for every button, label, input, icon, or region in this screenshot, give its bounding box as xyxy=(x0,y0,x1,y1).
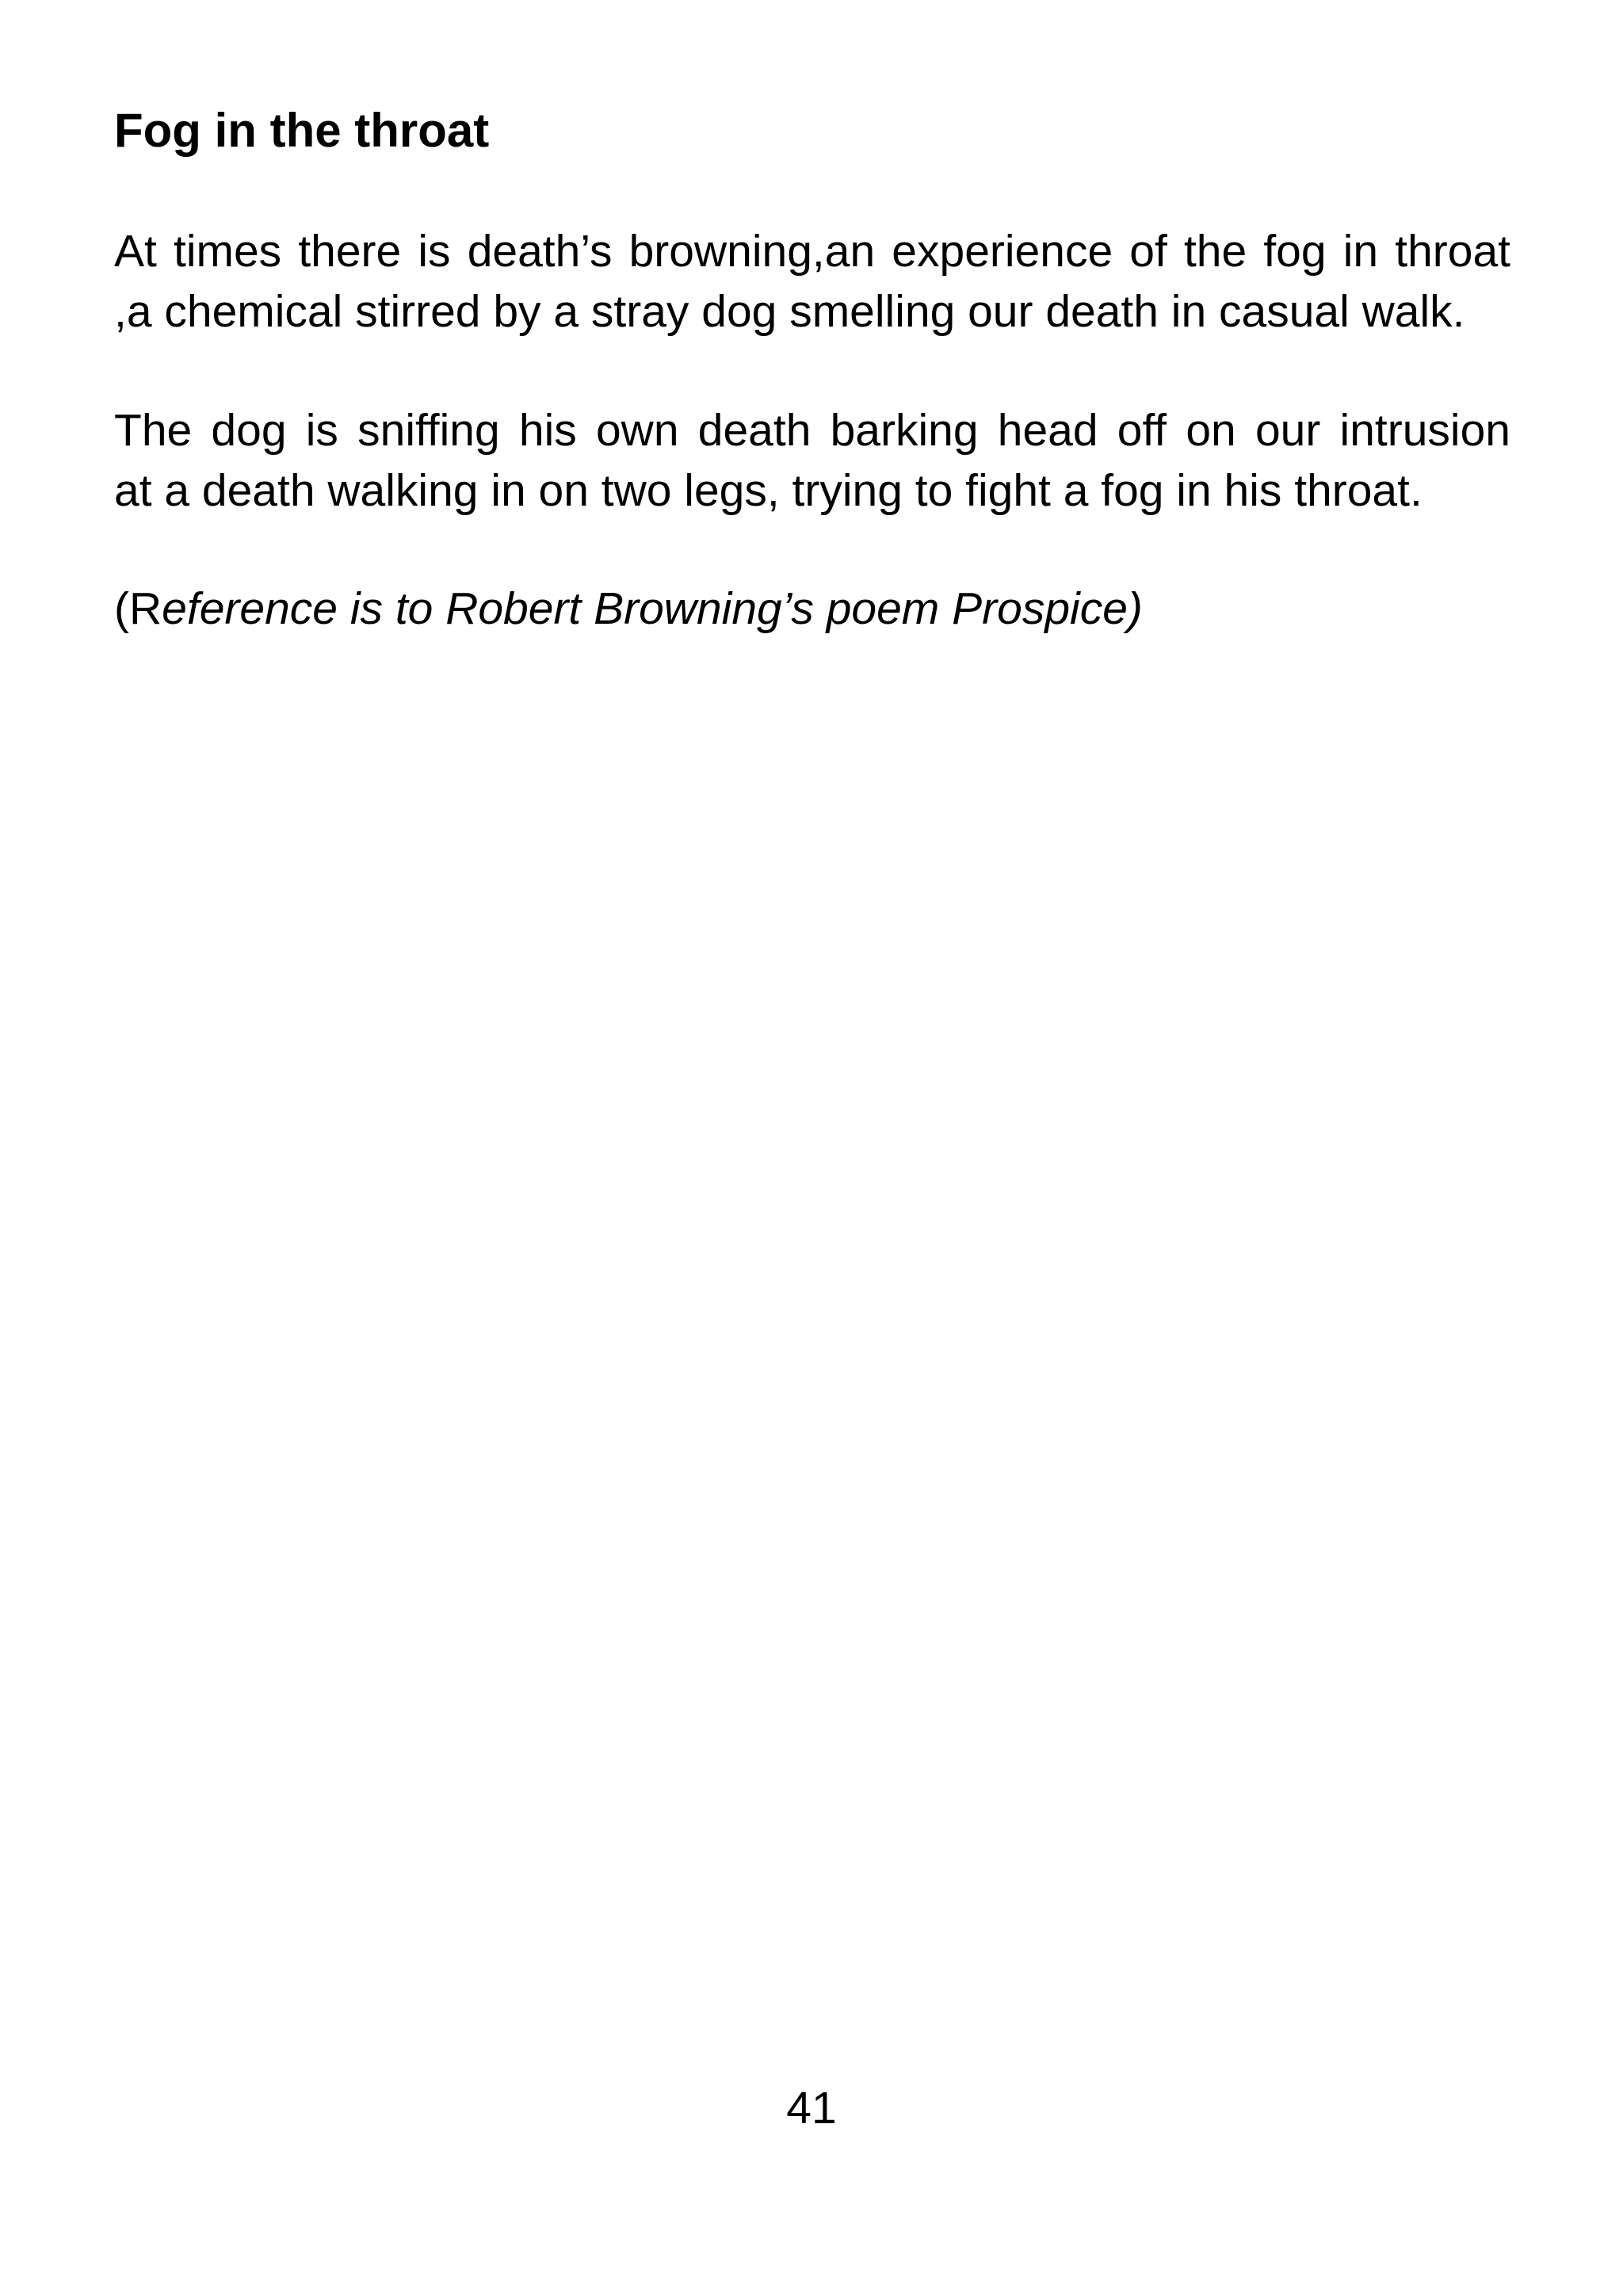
paragraph-1-line-1: At times there is death’s browning,an experience of the fog in throat xyxy=(114,226,1510,277)
reference-note xyxy=(114,579,1510,639)
reference-open-paren: (R xyxy=(114,583,162,634)
paragraph-1 xyxy=(114,221,1510,342)
paragraph-2 xyxy=(114,400,1510,521)
paragraph-2-line-1: The dog is sniffing his own death barking head off on our intrusion xyxy=(114,405,1510,456)
paragraph-1-line-2: ,a chemical stirred by a stray dog smelling our death in casual walk. xyxy=(114,286,1465,337)
reference-line xyxy=(114,579,1510,639)
page-number: 41 xyxy=(786,2083,837,2134)
reference-italic-text: eference is to Robert Browning’s poem Prospice) xyxy=(162,583,1143,634)
paragraph-2-line-2: at a death walking in on two legs, trying to fight a fog in his throat. xyxy=(114,465,1423,516)
poem-title: Fog in the throat xyxy=(114,104,490,157)
